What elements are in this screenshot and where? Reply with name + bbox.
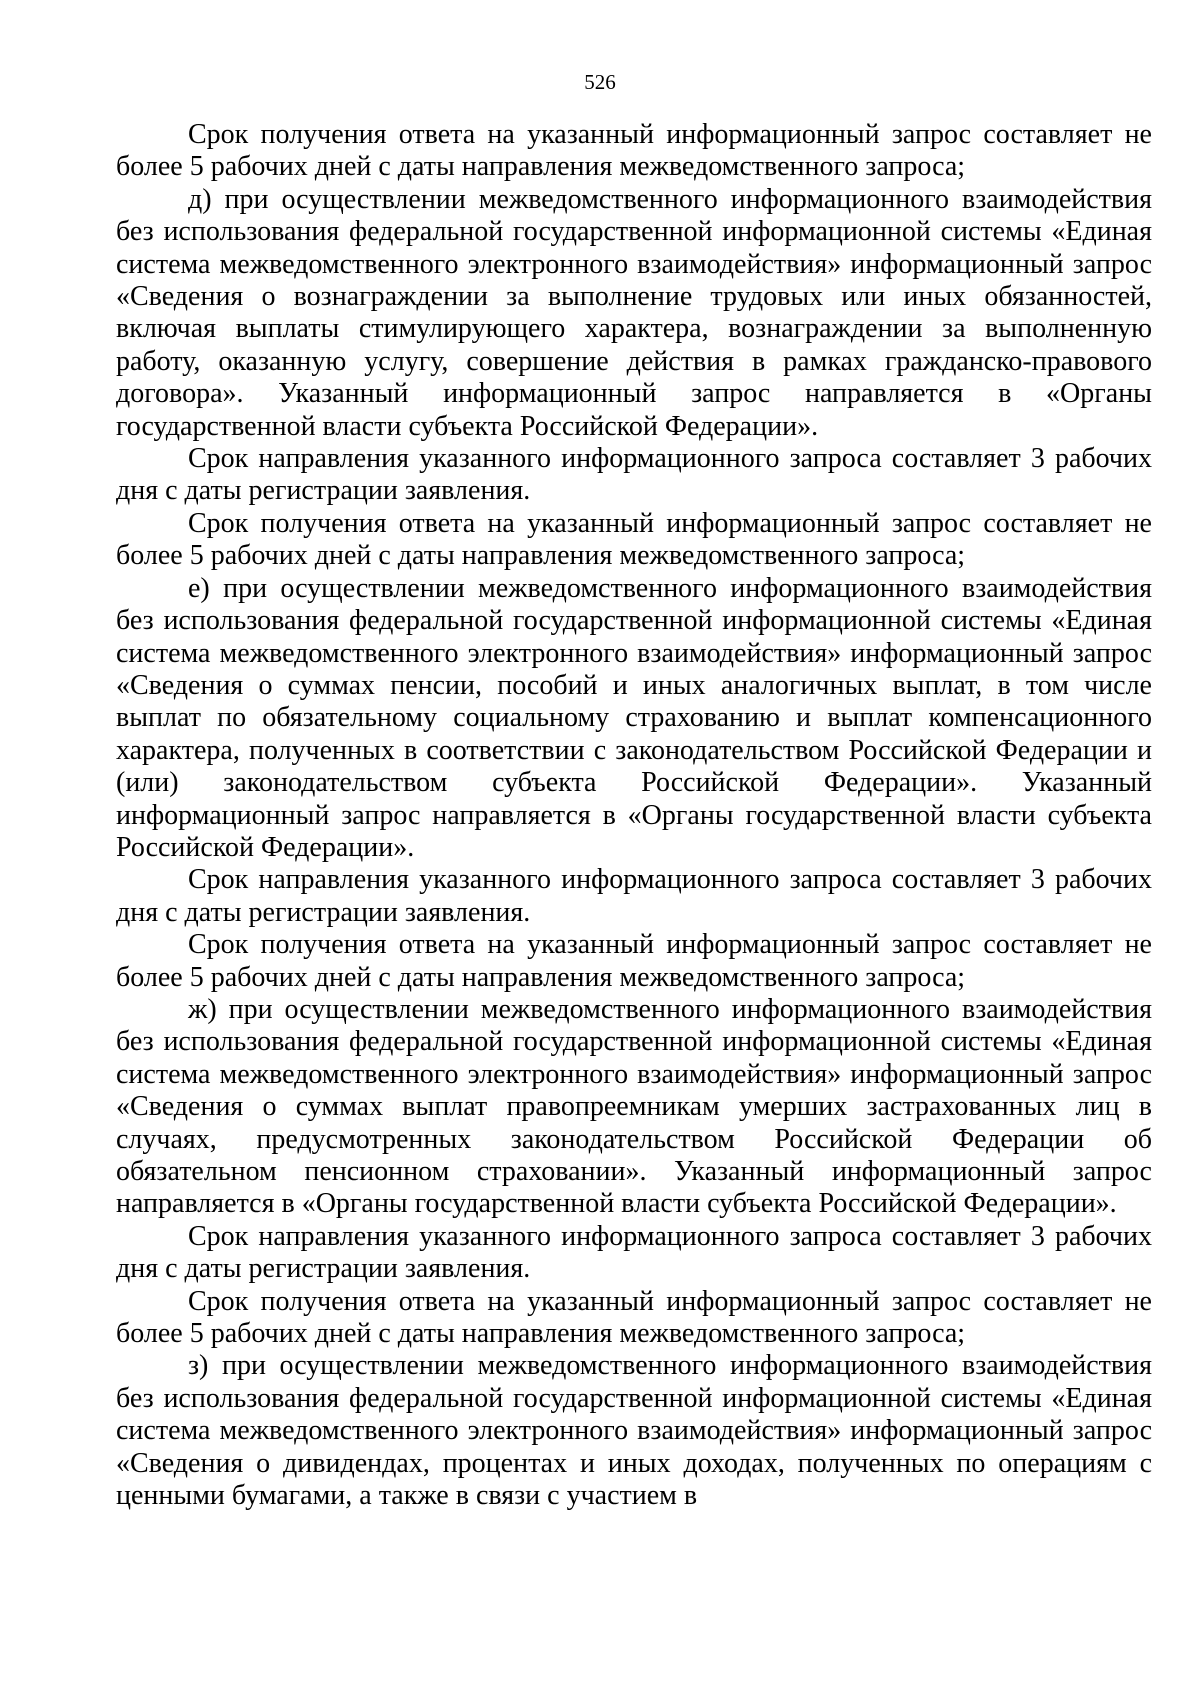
paragraph-request-deadline: Срок направления указанного информационного запроса составляет 3 рабочих дня с даты регистрации заявления. [116,443,1152,507]
paragraph-item-zh: ж) при осуществлении межведомственного информационного взаимодействия без использования федеральной государственной информационной системы «Единая система межведомственного электронного взаимодействия» информационный запрос «Сведения о суммах выплат правопреемникам умерших застрахованных лиц в случаях, предусмотренных законодательством Российской Федерации об обязательном пенсионном страховании». Указанный информационный запрос направляется в «Органы государственной власти субъекта Российской Федерации». [116,993,1152,1220]
paragraph-item-d: д) при осуществлении межведомственного информационного взаимодействия без использования федеральной государственной информационной системы «Единая система межведомственного электронного взаимодействия» информационный запрос «Сведения о вознаграждении за выполнение трудовых или иных обязанностей, включая выплаты стимулирующего характера, вознаграждении за выполненную работу, оказанную услугу, совершение действия в рамках гражданско-правового договора». Указанный информационный запрос направляется в «Органы государственной власти субъекта Российской Федерации». [116,183,1152,442]
page-number: 526 [584,70,616,94]
paragraph-item-z: з) при осуществлении межведомственного информационного взаимодействия без использования федеральной государственной информационной системы «Единая система межведомственного электронного взаимодействия» информационный запрос «Сведения о дивидендах, процентах и иных доходах, полученных по операциям с ценными бумагами, а также в связи с участием в [116,1350,1152,1512]
paragraph-response-deadline: Срок получения ответа на указанный информационный запрос составляет не более 5 рабочих дней с даты направления межведомственного запроса; [116,119,1152,183]
document-body [116,119,1152,1512]
paragraph-request-deadline: Срок направления указанного информационного запроса составляет 3 рабочих дня с даты регистрации заявления. [116,1220,1152,1285]
paragraph-response-deadline: Срок получения ответа на указанный информационный запрос составляет не более 5 рабочих дней с даты направления межведомственного запроса; [116,929,1152,993]
paragraph-response-deadline: Срок получения ответа на указанный информационный запрос составляет не более 5 рабочих дней с даты направления межведомственного запроса; [116,507,1152,572]
paragraph-request-deadline: Срок направления указанного информационного запроса составляет 3 рабочих дня с даты регистрации заявления. [116,864,1152,928]
paragraph-item-e: е) при осуществлении межведомственного информационного взаимодействия без использования федеральной государственной информационной системы «Единая система межведомственного электронного взаимодействия» информационный запрос «Сведения о суммах пенсии, пособий и иных аналогичных выплат, в том числе выплат по обязательному социальному страхованию и выплат компенсационного характера, полученных в соответствии с законодательством Российской Федерации и (или) законодательством субъекта Российской Федерации». Указанный информационный запрос направляется в «Органы государственной власти субъекта Российской Федерации». [116,572,1152,863]
paragraph-response-deadline: Срок получения ответа на указанный информационный запрос составляет не более 5 рабочих дней с даты направления межведомственного запроса; [116,1285,1152,1350]
